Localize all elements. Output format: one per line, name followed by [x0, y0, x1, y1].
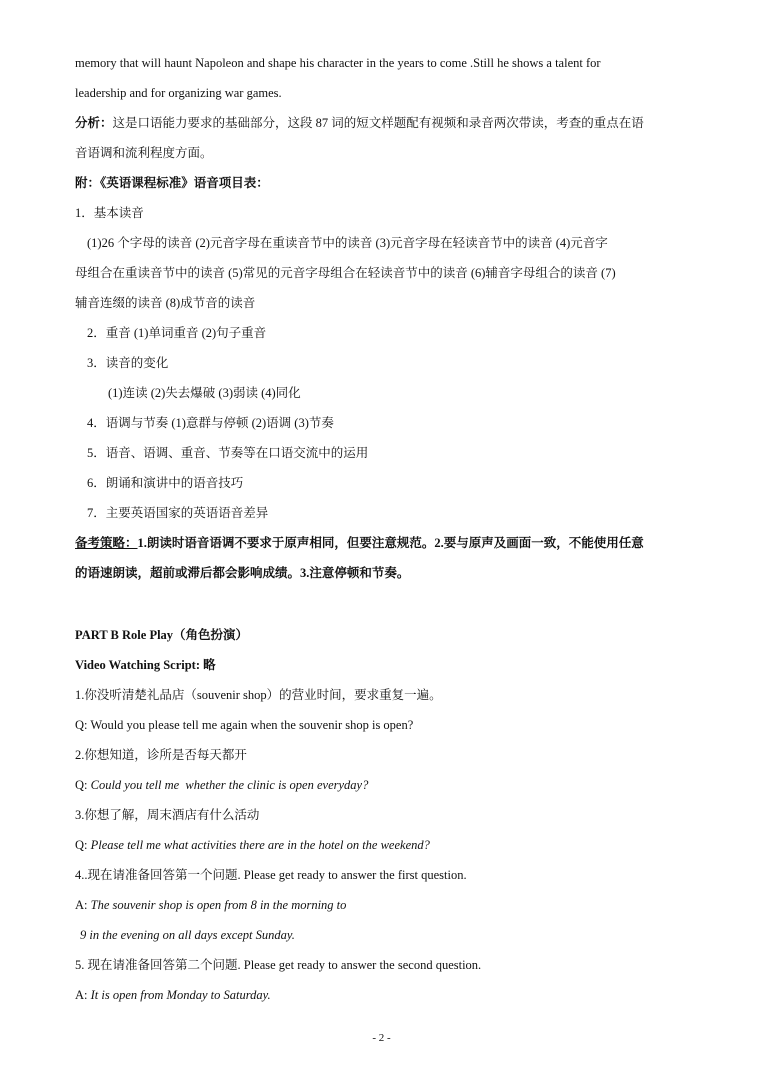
- item-3-question: Q: Please tell me what activities there are in the hotel on the weekend?: [75, 838, 430, 852]
- page-number: - 2 -: [372, 1032, 391, 1044]
- phonetics-section-6: 6．朗诵和演讲中的语音技巧: [87, 476, 244, 490]
- item-1-prompt: 1.你没听清楚礼品店（souvenir shop）的营业时间，要求重复一遍。: [75, 688, 442, 702]
- phonetics-section-1-line-3: 辅音连缀的读音 (8)成节音的读音: [75, 296, 256, 310]
- script-label: Video Watching Script: 略: [75, 658, 216, 672]
- phonetics-section-1-title: 1．基本读音: [75, 206, 144, 220]
- phonetics-section-7: 7．主要英语国家的英语语音差异: [87, 506, 269, 520]
- phonetics-section-1-line-1: (1)26 个字母的读音 (2)元音字母在重读音节中的读音 (3)元音字母在轻读音节中的读音 (4)元音字: [87, 236, 608, 250]
- item-3-prompt: 3.你想了解，周末酒店有什么活动: [75, 808, 260, 822]
- strategy-text-2: 的语速朗读，超前或滞后都会影响成绩。3.注意停顿和节奏。: [75, 566, 410, 580]
- analysis-paragraph: [75, 115, 644, 131]
- answer-5-prompt: 5. 现在请准备回答第二个问题. Please get ready to answer the second question.: [75, 958, 482, 972]
- intro-line-2: leadership and for organizing war games.: [75, 86, 282, 100]
- analysis-label: 分析：: [75, 116, 113, 130]
- strategy-label: 备考策略：: [75, 536, 138, 550]
- phonetics-section-4: 4．语调与节奏 (1)意群与停顿 (2)语调 (3)节奏: [87, 416, 334, 430]
- phonetics-section-3-title: 3．读音的变化: [87, 356, 169, 370]
- answer-4-line-1: A: The souvenir shop is open from 8 in the morning to: [75, 898, 347, 912]
- answer-5-line: A: It is open from Monday to Saturday.: [75, 988, 271, 1002]
- part-b-title: PART B Role Play（角色扮演）: [75, 628, 249, 642]
- intro-line-1: memory that will haunt Napoleon and shape his character in the years to come .Still he shows a talent for: [75, 56, 601, 70]
- answer-4-prompt: 4..现在请准备回答第一个问题. Please get ready to answer the first question.: [75, 868, 467, 882]
- item-2-prompt: 2.你想知道，诊所是否每天都开: [75, 748, 247, 762]
- item-2-question: Q: Could you tell me whether the clinic is open everyday?: [75, 778, 369, 792]
- phonetics-section-1-line-2: 母组合在重读音节中的读音 (5)常见的元音字母组合在轻读音节中的读音 (6)辅音字母组合的读音 (7): [75, 266, 616, 280]
- answer-4-line-2: 9 in the evening on all days except Sunday.: [80, 928, 295, 942]
- appendix-title: 附：《英语课程标准》语音项目表：: [75, 176, 269, 190]
- phonetics-section-3-items: (1)连读 (2)失去爆破 (3)弱读 (4)同化: [108, 386, 301, 400]
- strategy-paragraph: [75, 535, 644, 551]
- analysis-text-1: 这是口语能力要求的基础部分，这段 87 词的短文样题配有视频和录音两次带读，考查的重点在语: [112, 116, 644, 130]
- item-1-question: Q: Would you please tell me again when the souvenir shop is open?: [75, 718, 414, 732]
- analysis-text-2: 音语调和流利程度方面。: [75, 146, 213, 160]
- phonetics-section-5: 5．语音、语调、重音、节奏等在口语交流中的运用: [87, 446, 369, 460]
- phonetics-section-2: 2．重音 (1)单词重音 (2)句子重音: [87, 326, 267, 340]
- strategy-text-1: 1.朗读时语音语调不要求于原声相同，但要注意规范。2.要与原声及画面一致，不能使用任意: [137, 536, 644, 550]
